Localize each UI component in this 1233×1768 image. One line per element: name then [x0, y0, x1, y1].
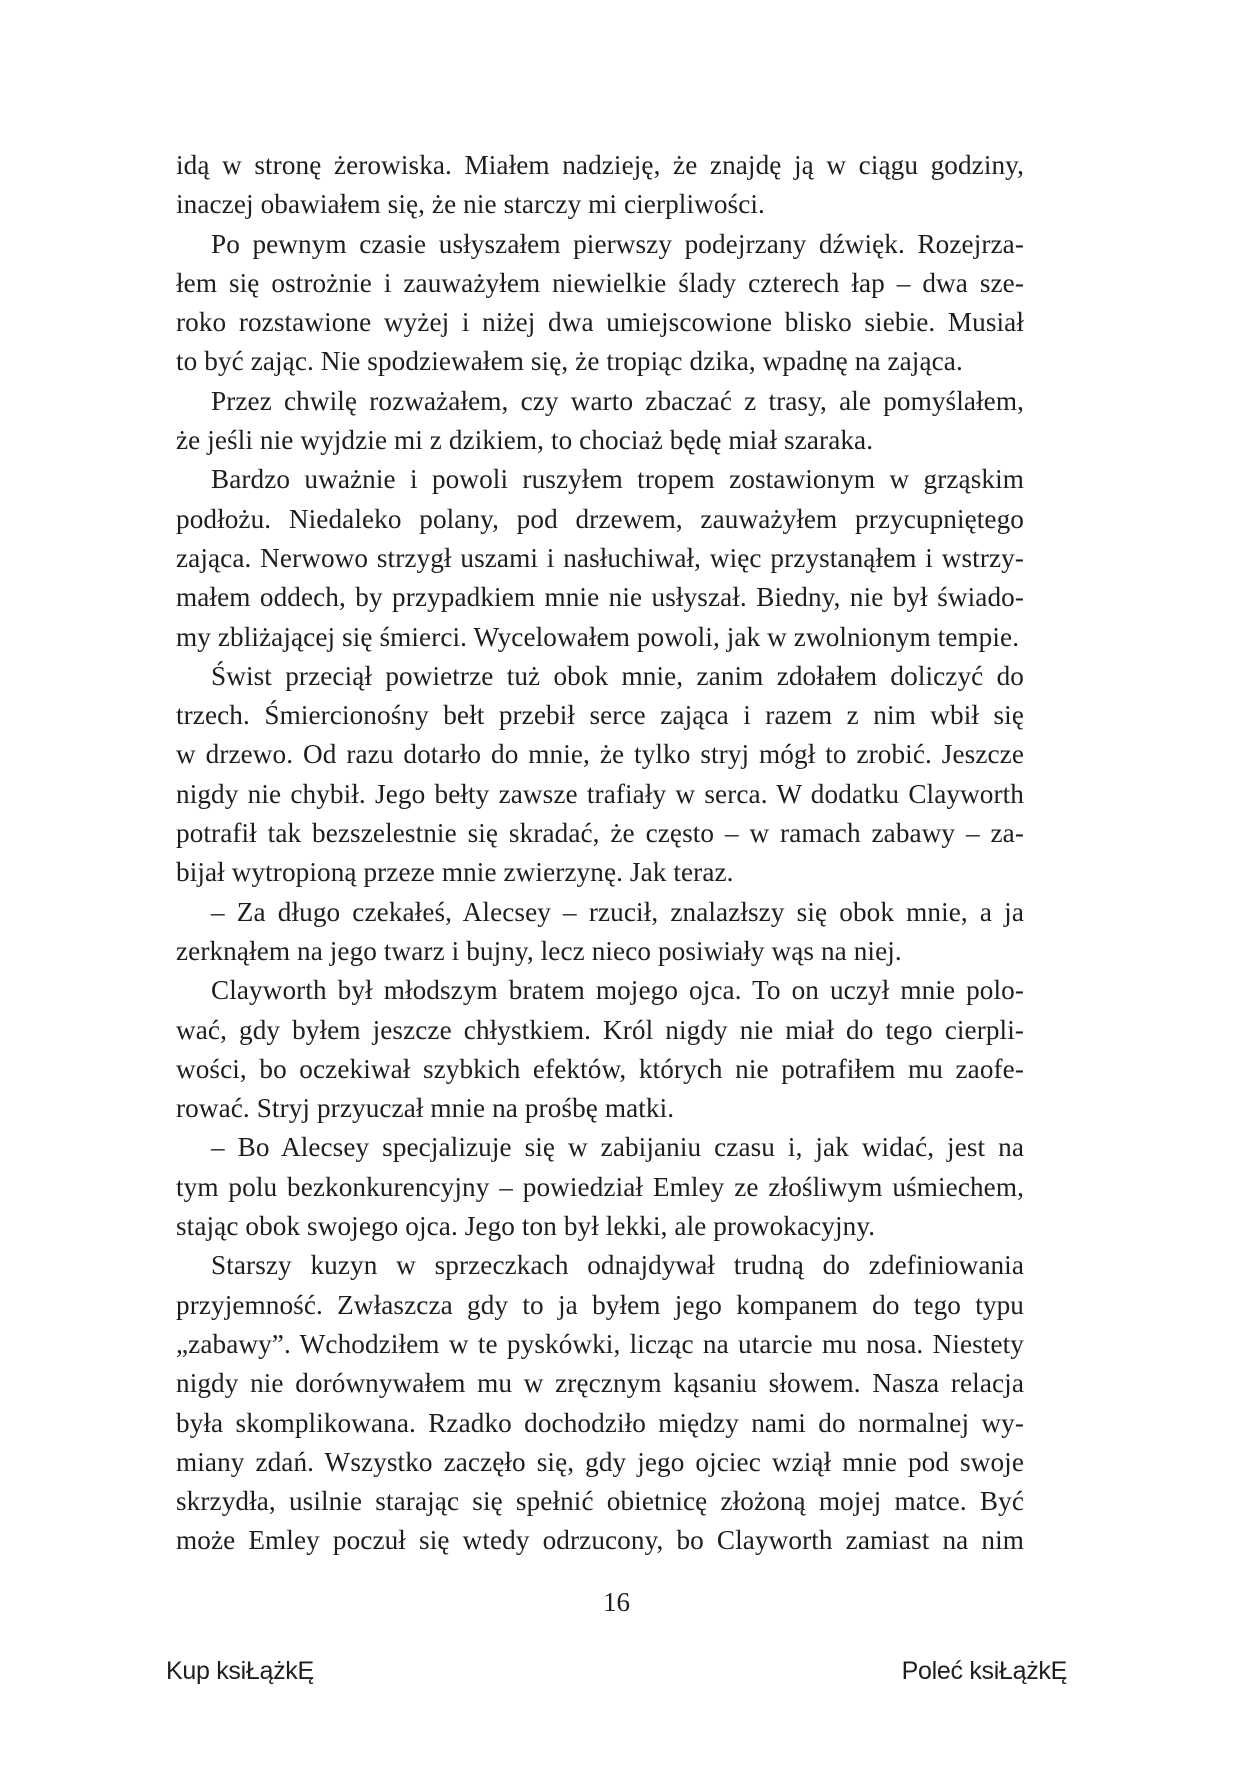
page-number: 16	[603, 1587, 630, 1617]
text-line: miany zdań. Wszystko zaczęło się, gdy jego ojciec wziął mnie pod swoje	[176, 1446, 1024, 1477]
text-line: może Emley poczuł się wtedy odrzucony, bo Clayworth zamiast na nim	[176, 1525, 1024, 1556]
text-line: Clayworth był młodszym bratem mojego ojca. To on uczył mnie polo-	[211, 975, 1024, 1006]
paragraph	[176, 146, 1024, 225]
paragraph	[176, 460, 1024, 656]
text-line: łem się ostrożnie i zauważyłem niewielkie ślady czterech łap – dwa sze-	[176, 267, 1024, 298]
paragraph	[176, 657, 1024, 893]
text-line: bijał wytropioną przeze mnie zwierzynę. Jak teraz.	[176, 857, 734, 888]
paragraph	[176, 382, 1024, 461]
text-line: wać, gdy byłem jeszcze chłystkiem. Król nigdy nie miał do tego cierpli-	[176, 1014, 1024, 1045]
text-line: – Za długo czekałeś, Alecsey – rzucił, znalazłszy się obok mnie, a ja	[211, 896, 1024, 927]
paragraph	[176, 1246, 1024, 1560]
text-line: podłożu. Niedaleko polany, pod drzewem, zauważyłem przycupniętego	[176, 503, 1024, 534]
text-line: – Bo Alecsey specjalizuje się w zabijaniu czasu i, jak widać, jest na	[211, 1132, 1024, 1163]
text-line: „zabawy”. Wchodziłem w te pyskówki, licząc na utarcie mu nosa. Niestety	[176, 1328, 1024, 1359]
text-line: zająca. Nerwowo strzygł uszami i nasłuchiwał, więc przystanąłem i wstrzy-	[176, 542, 1024, 573]
text-line: my zbliżającej się śmierci. Wycelowałem powoli, jak w zwolnionym tempie.	[176, 621, 1020, 652]
paragraph	[176, 225, 1024, 382]
text-line: skrzydła, usilnie starając się spełnić obietnicę złożoną mojej matce. Być	[176, 1486, 1024, 1517]
text-line: małem oddech, by przypadkiem mnie nie usłyszał. Biedny, nie był świado-	[176, 582, 1024, 613]
paragraph	[176, 893, 1024, 972]
text-line: idą w stronę żerowiska. Miałem nadzieję, że znajdę ją w ciągu godziny,	[176, 150, 1024, 180]
text-line: Świst przeciął powietrze tuż obok mnie, zanim zdołałem doliczyć do	[211, 660, 1024, 691]
recommend-book-link[interactable]: Poleć ksiŁążkĘ	[901, 1657, 1067, 1685]
text-line: trzech. Śmiercionośny bełt przebił serce zająca i razem z nim wbił się	[176, 700, 1024, 731]
text-line: Przez chwilę rozważałem, czy warto zbaczać z trasy, ale pomyślałem,	[211, 385, 1024, 416]
text-line: że jeśli nie wyjdzie mi z dzikiem, to chociaż będę miał szaraka.	[176, 425, 874, 456]
text-line: inaczej obawiałem się, że nie starczy mi cierpliwości.	[176, 189, 765, 220]
paragraph	[176, 1128, 1024, 1246]
text-line: to być zając. Nie spodziewałem się, że tropiąc dzika, wpadnę na zająca.	[176, 346, 963, 377]
text-line: Po pewnym czasie usłyszałem pierwszy podejrzany dźwięk. Rozejrza-	[211, 228, 1024, 259]
paragraph	[176, 971, 1024, 1128]
text-line: stając obok swojego ojca. Jego ton był lekki, ale prowokacyjny.	[176, 1211, 876, 1242]
text-line: w drzewo. Od razu dotarło do mnie, że tylko stryj mógł to zrobić. Jeszcze	[176, 739, 1024, 770]
text-line: rować. Stryj przyuczał mnie na prośbę matki.	[176, 1093, 675, 1124]
text-line: przyjemność. Zwłaszcza gdy to ja byłem jego kompanem do tego typu	[176, 1289, 1024, 1320]
text-line: nigdy nie chybił. Jego bełty zawsze trafiały w serca. W dodatku Clayworth	[176, 778, 1024, 809]
text-line: Starszy kuzyn w sprzeczkach odnajdywał trudną do zdefiniowania	[211, 1250, 1024, 1281]
text-line: Bardzo uważnie i powoli ruszyłem tropem zostawionym w grząskim	[211, 464, 1024, 495]
text-line: tym polu bezkonkurencyjny – powiedział Emley ze złośliwym uśmiechem,	[176, 1171, 1024, 1202]
text-line: zerknąłem na jego twarz i bujny, lecz nieco posiwiały wąs na niej.	[176, 935, 902, 966]
text-line: nigdy nie dorównywałem mu w zręcznym kąsaniu słowem. Nasza relacja	[176, 1368, 1024, 1399]
page-body-text	[176, 146, 1024, 1561]
text-line: była skomplikowana. Rzadko dochodziło między nami do normalnej wy-	[176, 1407, 1024, 1438]
text-line: potrafił tak bezszelestnie się skradać, że często – w ramach zabawy – za-	[176, 818, 1024, 849]
text-line: roko rozstawione wyżej i niżej dwa umiejscowione blisko siebie. Musiał	[176, 307, 1024, 338]
buy-book-link[interactable]: Kup ksiŁążkĘ	[166, 1657, 314, 1685]
text-line: wości, bo oczekiwał szybkich efektów, których nie potrafiłem mu zaofe-	[176, 1053, 1024, 1084]
